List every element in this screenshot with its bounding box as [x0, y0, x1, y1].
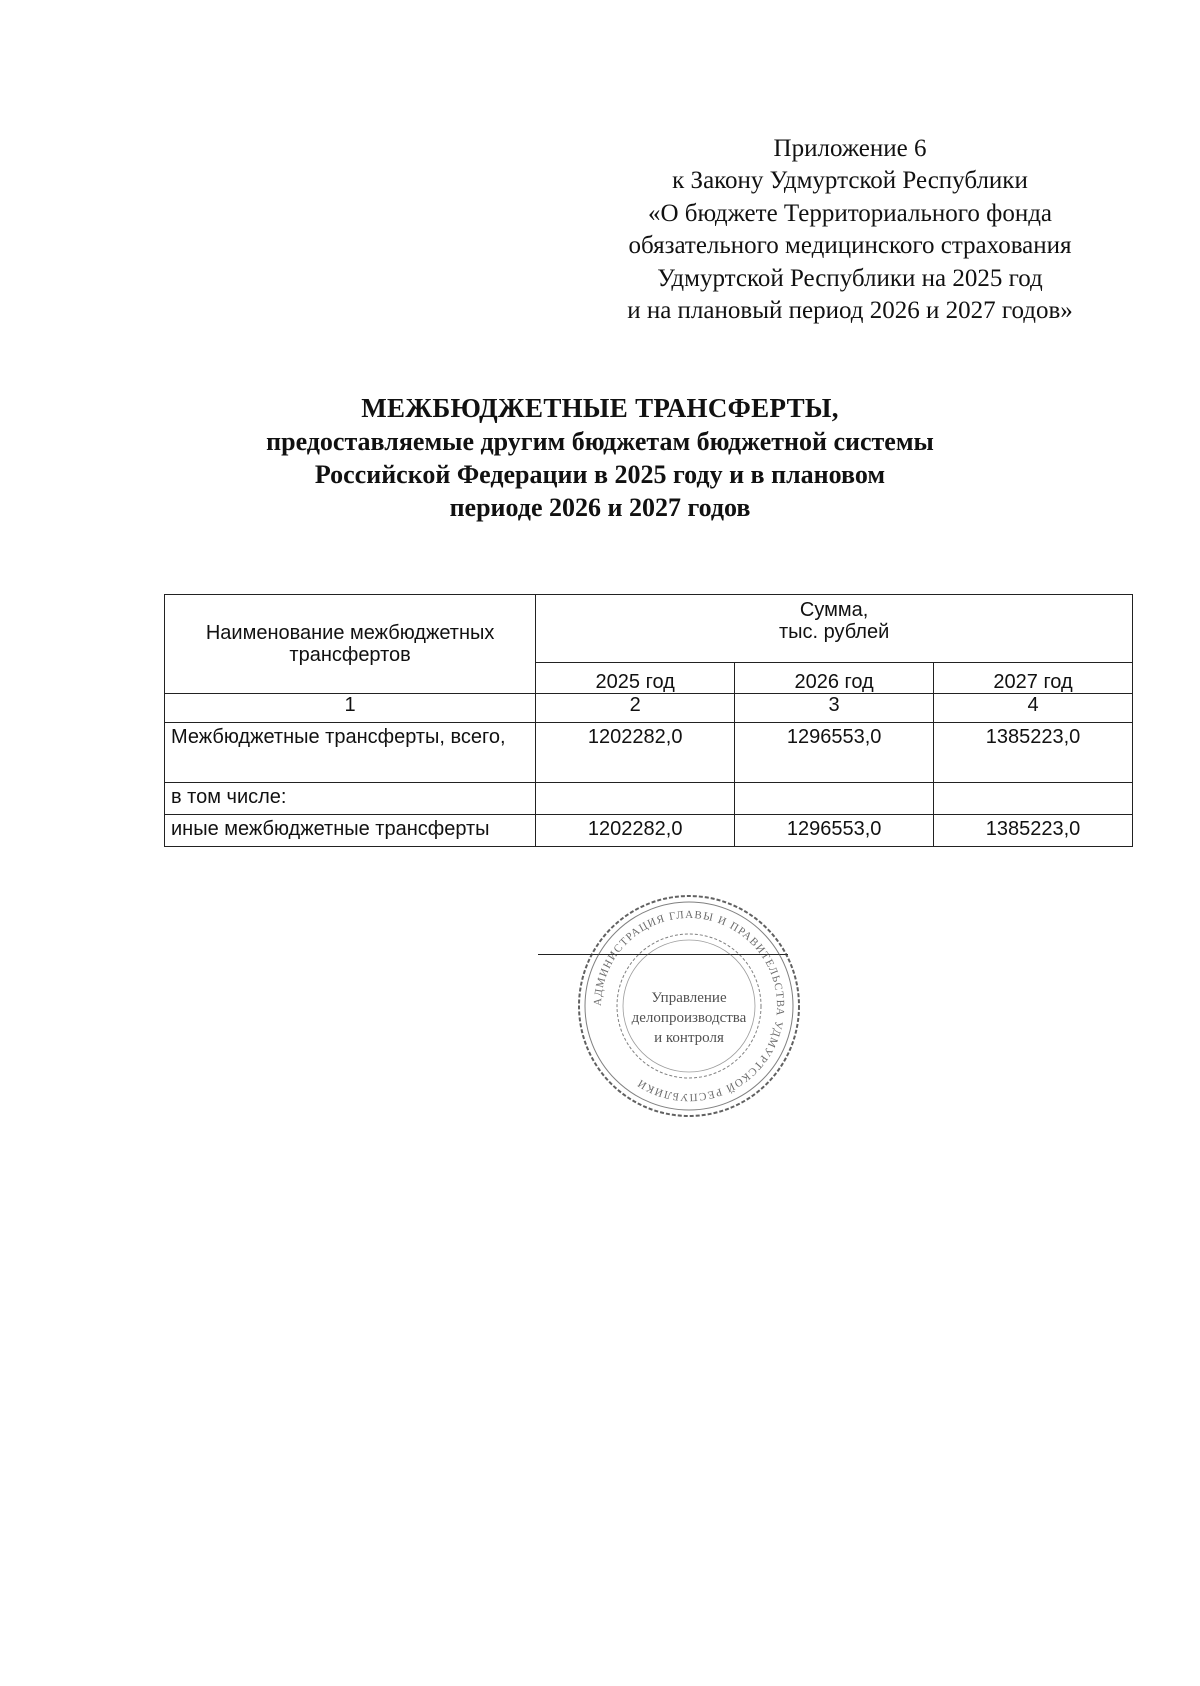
column-number: 2 [536, 694, 735, 723]
header-name-cell [165, 595, 536, 694]
seal-center-line: и контроля [654, 1030, 724, 1046]
seal-center-text [600, 988, 778, 1048]
table-row [165, 723, 1133, 783]
column-number: 3 [735, 694, 934, 723]
header-name-text: Наименование межбюджетных трансфертов [205, 622, 495, 666]
document-title [150, 392, 1050, 524]
transfers-table [164, 594, 1133, 847]
column-numbers-row [165, 694, 1133, 723]
appendix-line: Приложение 6 [773, 135, 927, 162]
appendix-line: и на плановый период 2026 и 2027 годов» [627, 297, 1073, 325]
title-line: Российской Федерации в 2025 году и в плановом [314, 460, 886, 489]
seal-center-line: Управление [651, 990, 727, 1006]
row-value: 1385223,0 [934, 723, 1133, 783]
year-header: 2025 год [536, 662, 735, 693]
appendix-line: обязательного медицинского страхования [628, 232, 1072, 260]
title-line: предоставляемые другим бюджетам бюджетной системы [266, 427, 934, 456]
column-number: 4 [934, 694, 1133, 723]
header-sum-line: Сумма, [799, 599, 869, 621]
table-row [165, 815, 1133, 847]
header-sum-unit: тыс. рублей [778, 621, 890, 643]
header-sum-cell [536, 595, 1133, 663]
row-name: иные межбюджетные трансферты [165, 815, 536, 847]
seal-ring-textpath: АДМИНИСТРАЦИЯ ГЛАВЫ И ПРАВИТЕЛЬСТВА УДМУРТСКОЙ РЕСПУБЛИКИ [591, 908, 787, 1104]
appendix-line: «О бюджете Территориального фонда [647, 199, 1053, 227]
row-value: 1385223,0 [934, 815, 1133, 847]
year-header: 2026 год [735, 662, 934, 693]
row-value: 1296553,0 [735, 815, 934, 847]
table-row [165, 783, 1133, 815]
title-line: периоде 2026 и 2027 годов [449, 493, 751, 522]
seal-center-line: делопроизводства [631, 1010, 747, 1026]
appendix-line: к Закону Удмуртской Республики [672, 167, 1028, 195]
row-value: 1296553,0 [735, 723, 934, 783]
row-value: 1202282,0 [536, 815, 735, 847]
year-header: 2027 год [934, 662, 1133, 693]
appendix-line: Удмуртской Республики на 2025 год [657, 264, 1043, 292]
row-value: 1202282,0 [536, 723, 735, 783]
row-name: в том числе: [165, 783, 536, 815]
row-value [934, 783, 1133, 815]
row-value [735, 783, 934, 815]
table-header-row [165, 595, 1133, 663]
title-line: МЕЖБЮДЖЕТНЫЕ ТРАНСФЕРТЫ, [361, 393, 839, 423]
column-number: 1 [165, 694, 536, 723]
appendix-header [560, 133, 1140, 327]
row-name: Межбюджетные трансферты, всего, [165, 723, 536, 783]
row-value [536, 783, 735, 815]
